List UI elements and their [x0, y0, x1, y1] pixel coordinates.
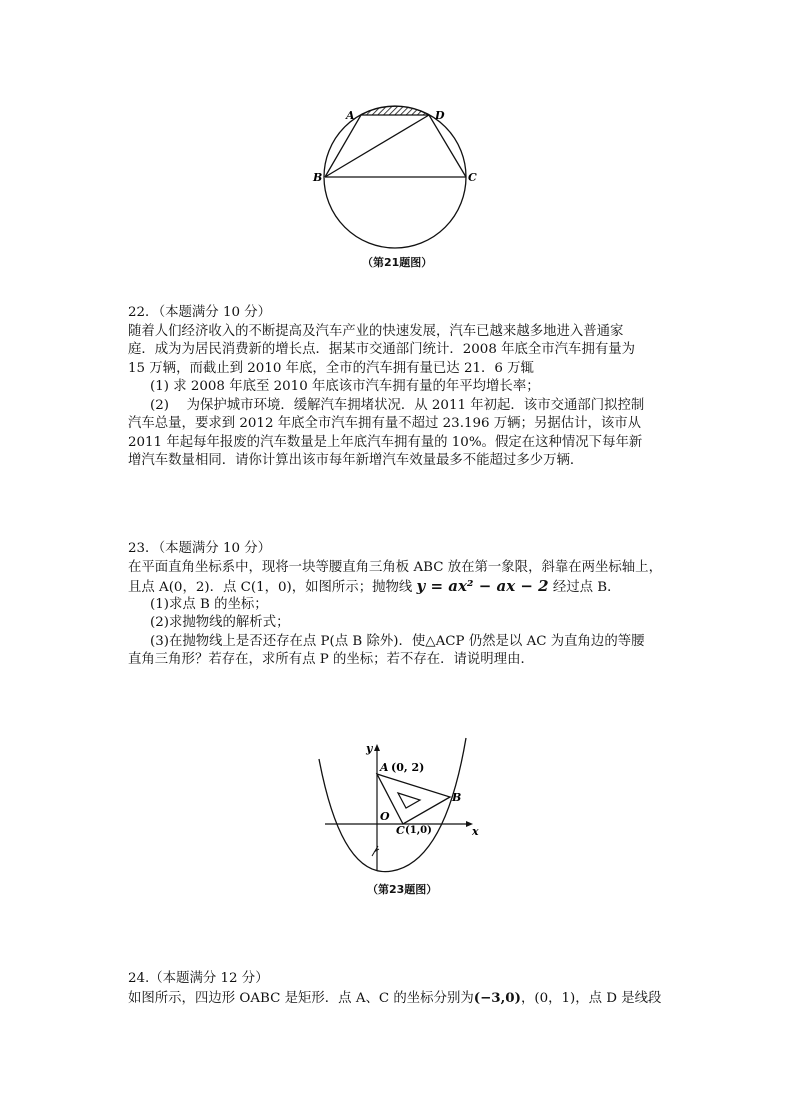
figure-21-caption: （第21题图）	[362, 256, 433, 269]
pen-mark	[372, 846, 379, 856]
question-23-part-3: (3)在抛物线上是否还存在点 P(点 B 除外)．使△ACP 仍然是以 AC 为直角边的等腰	[150, 633, 645, 649]
hatched-segment	[361, 106, 429, 115]
question-22-part-2-line-2: 汽车总量，要求到 2012 年底全市汽车拥有量不超过 23.196 万辆；另据估计，该市从	[128, 416, 642, 431]
point-A-coordinate: (−3,0)	[473, 989, 521, 1006]
segment-CD	[429, 115, 466, 177]
segment-BD	[325, 115, 429, 177]
y-axis-arrow	[374, 744, 380, 751]
question-22-part-2-line-3: 2011 年起每年报废的汽车数量是上年底汽车拥有量的 10%。假定在这种情况下每年新	[128, 434, 643, 450]
label-A: A	[346, 109, 355, 122]
label-B: B	[313, 171, 323, 184]
label-C-coord: (1,0)	[405, 825, 432, 836]
question-24-line-1	[128, 989, 668, 1008]
parabola-equation: y = ax² − ax − 2	[416, 577, 549, 595]
question-22-line-1: 随着人们经济收入的不断提高及汽车产业的快速发展，汽车已越来越多地进入普通家	[128, 323, 624, 339]
question-22-part-2-line-4: 增汽车数量相同．请你计算出该市每年新增汽车效量最多不能超过多少万辆．	[128, 453, 584, 468]
question-24-line-1-start: 如图所示，四边形 OABC 是矩形．点 A、C 的坐标分别为	[128, 990, 474, 1006]
question-23	[128, 540, 668, 670]
question-22-header: 22．（本题满分 10 分）	[128, 305, 272, 320]
question-23-line-2	[128, 577, 668, 596]
label-D: D	[435, 109, 445, 122]
question-23-part-2: (2)求抛物线的解析式；	[150, 615, 290, 630]
label-A-coord: (0, 2)	[391, 761, 425, 774]
segment-AB	[325, 115, 361, 177]
question-22-part-1: (1) 求 2008 年底至 2010 年底该市汽车拥有量的年平均增长率；	[150, 379, 540, 394]
label-y: y	[366, 742, 373, 755]
question-22-line-3: 15 万辆，而截止到 2010 年底，全市的汽车拥有量已达 21．6 万辄	[128, 360, 534, 376]
label-A: A	[380, 761, 389, 774]
question-22-part-2: (2) 为保护城市环境．缓解汽车拥堵状况．从 2011 年初起．该市交通部门拟控制	[150, 397, 645, 413]
question-23-line-1: 在平面直角坐标系中，现将一块等腰直角三角板 ABC 放在第一象限，斜靠在两坐标轴上，	[128, 559, 662, 575]
label-C: C	[468, 171, 477, 184]
question-23-header: 23．（本题满分 10 分）	[128, 541, 272, 556]
question-24-header: 24.（本题满分 12 分）	[128, 971, 269, 986]
label-O: O	[380, 810, 390, 823]
label-B: B	[452, 791, 462, 804]
label-C: C	[396, 824, 405, 837]
question-23-part-3-cont: 直角三角形？若存在，求所有点 P 的坐标；若不存在．请说明理由．	[128, 652, 534, 667]
figure-23-caption: （第23题图）	[367, 883, 438, 896]
figure-23	[312, 735, 492, 880]
question-23-part-1: (1)求点 B 的坐标；	[150, 596, 268, 612]
question-24-line-1-end: ，(0，1)，点 D 是线段	[520, 990, 662, 1006]
figure-21	[310, 100, 490, 260]
question-22-line-2: 庭．成为为居民消费新的增长点．据某市交通部门统计．2008 年底全市汽车拥有量为	[128, 342, 636, 357]
question-23-line-2-end: 经过点 B．	[548, 580, 621, 595]
question-22	[128, 304, 668, 471]
label-x: x	[472, 825, 479, 838]
triangle-cutout	[398, 793, 420, 808]
question-24	[128, 970, 668, 1007]
question-23-line-2-start: 且点 A(0，2)．点 C(1，0)，如图所示；抛物线	[128, 580, 417, 595]
